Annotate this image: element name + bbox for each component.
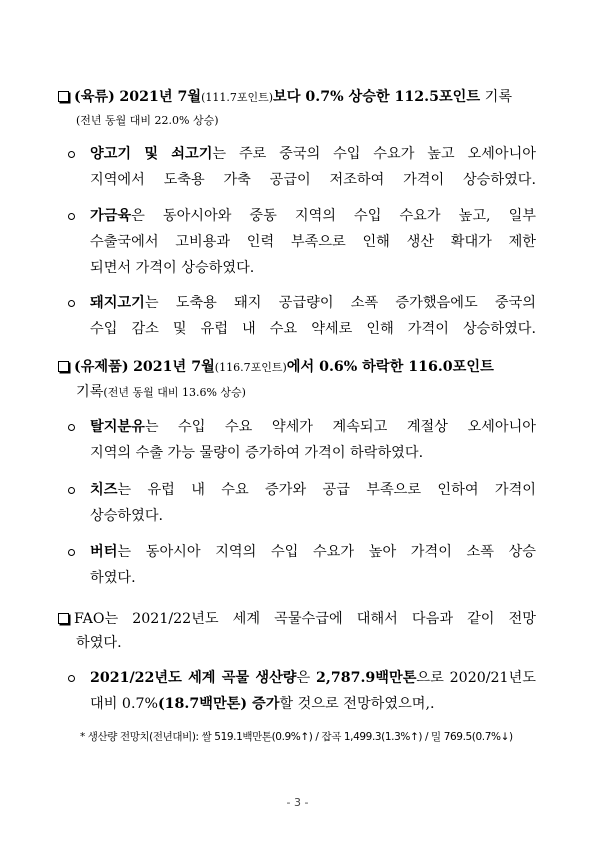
- circle-bullet-icon: [68, 424, 75, 431]
- checkbox-bullet-icon: [58, 91, 69, 102]
- dairy-change: 에서 0.6% 하락한 116.0포인트: [286, 359, 494, 375]
- circle-bullet-icon: [68, 151, 75, 158]
- fao-item-line-1: [90, 668, 536, 688]
- circle-bullet-icon: [68, 675, 75, 682]
- meat-heading: [58, 87, 512, 108]
- checkbox-bullet-icon: [58, 361, 69, 372]
- grain-pct: 대비 0.7%: [90, 696, 158, 712]
- dairy-item-1-line-2: 지역의 수출 가능 물량이 증가하여 가격이 하락하였다.: [90, 445, 424, 461]
- dairy-item-1-line-1: [90, 417, 536, 437]
- meat-date: 2021년 7월: [119, 89, 202, 105]
- meat-item-2-line-2: 수출국에서 고비용과 인력 부족으로 인해 생산 확대가 제한: [90, 234, 536, 250]
- page-number: - 3 -: [286, 796, 309, 809]
- dairy-item-3-text: 는 동아시아 지역의 수입 수요가 높아 가격이 소폭 상승: [117, 544, 536, 560]
- fao-heading-text: FAO는 2021/22년도 세계 곡물수급에 대해서 다음과 같이 전망: [74, 611, 536, 627]
- dairy-heading: [58, 357, 494, 378]
- circle-bullet-icon: [68, 300, 75, 307]
- checkbox-bullet-icon: [58, 613, 69, 624]
- cheese-key: 치즈: [90, 482, 118, 498]
- production-footnote: * 생산량 전망치(전년대비): 쌀 519.1백만톤(0.9%↑) / 잡곡 1,499.3(1.3%↑) / 밀 769.5(0.7%↓): [80, 731, 513, 743]
- meat-item-3-text: 는 도축용 돼지 공급량이 소폭 증가했음에도 중국의: [144, 295, 536, 311]
- circle-bullet-icon: [68, 549, 75, 556]
- dairy-yoy-text: (전년 동월 대비 13.6% 상승): [103, 386, 246, 399]
- dairy-date: 2021년 7월: [133, 359, 215, 375]
- dairy-record: 기록: [76, 384, 104, 400]
- meat-tag: (육류): [74, 89, 115, 105]
- meat-item-1-line-1: [90, 144, 536, 164]
- dairy-item-1-text: 는 수입 수요 약세가 계속되고 계절상 오세아니아: [144, 419, 536, 435]
- meat-item-3-line-1: [90, 293, 536, 313]
- meat-item-1-line-2: 지역에서 도축용 가축 공급이 저조하여 가격이 상승하였다.: [90, 172, 536, 188]
- fao-heading-line-1: [58, 609, 536, 629]
- meat-prev-index: (111.7포인트): [201, 91, 274, 104]
- fao-heading-line-2: 하였다.: [76, 635, 122, 651]
- meat-yoy: (전년 동월 대비 22.0% 상승): [76, 114, 219, 127]
- dairy-item-2-line-2: 상승하였다.: [90, 508, 164, 524]
- dairy-tag: (유제품): [74, 359, 129, 375]
- meat-change: 보다 0.7% 상승한 112.5포인트: [273, 89, 481, 105]
- dairy-item-2-text: 는 유럽 내 수요 증가와 공급 부족으로 인하여 가격이: [117, 482, 536, 498]
- circle-bullet-icon: [68, 487, 75, 494]
- smp-key: 탈지분유: [90, 419, 145, 435]
- meat-item-2-line-1: [90, 206, 536, 226]
- grain-production-key: 2021/22년도 세계 곡물 생산량: [90, 670, 297, 686]
- meat-record: 기록: [484, 89, 513, 105]
- meat-item-2-line-3: 되면서 가격이 상승하였다.: [90, 260, 255, 276]
- grain-production-value: 2,787.9백만톤: [316, 670, 417, 686]
- poultry-key: 가금육: [90, 208, 132, 224]
- dairy-yoy: [76, 382, 246, 403]
- circle-bullet-icon: [68, 213, 75, 220]
- grain-mid: 은: [296, 670, 317, 686]
- meat-item-3-line-2: 수입 감소 및 유럽 내 수요 약세로 인해 가격이 상승하였다.: [90, 321, 536, 337]
- lamb-beef-key: 양고기 및 쇠고기: [90, 146, 213, 162]
- dairy-item-2-line-1: [90, 480, 536, 500]
- grain-increase: (18.7백만톤) 증가: [157, 696, 280, 712]
- meat-item-2-text: 은 동아시아와 중동 지역의 수입 수요가 높고, 일부: [131, 208, 536, 224]
- grain-outlook: 할 것으로 전망하였으며,.: [279, 696, 435, 712]
- pork-key: 돼지고기: [90, 295, 145, 311]
- dairy-item-3-line-1: [90, 542, 536, 562]
- meat-item-1-text: 는 주로 중국의 수입 수요가 높고 오세아니아: [212, 146, 536, 162]
- dairy-prev-index: (116.7포인트): [214, 361, 287, 374]
- grain-tail: 으로 2020/21년도: [416, 670, 536, 686]
- butter-key: 버터: [90, 544, 118, 560]
- dairy-item-3-line-2: 하였다.: [90, 570, 136, 586]
- fao-item-line-2: [90, 694, 435, 714]
